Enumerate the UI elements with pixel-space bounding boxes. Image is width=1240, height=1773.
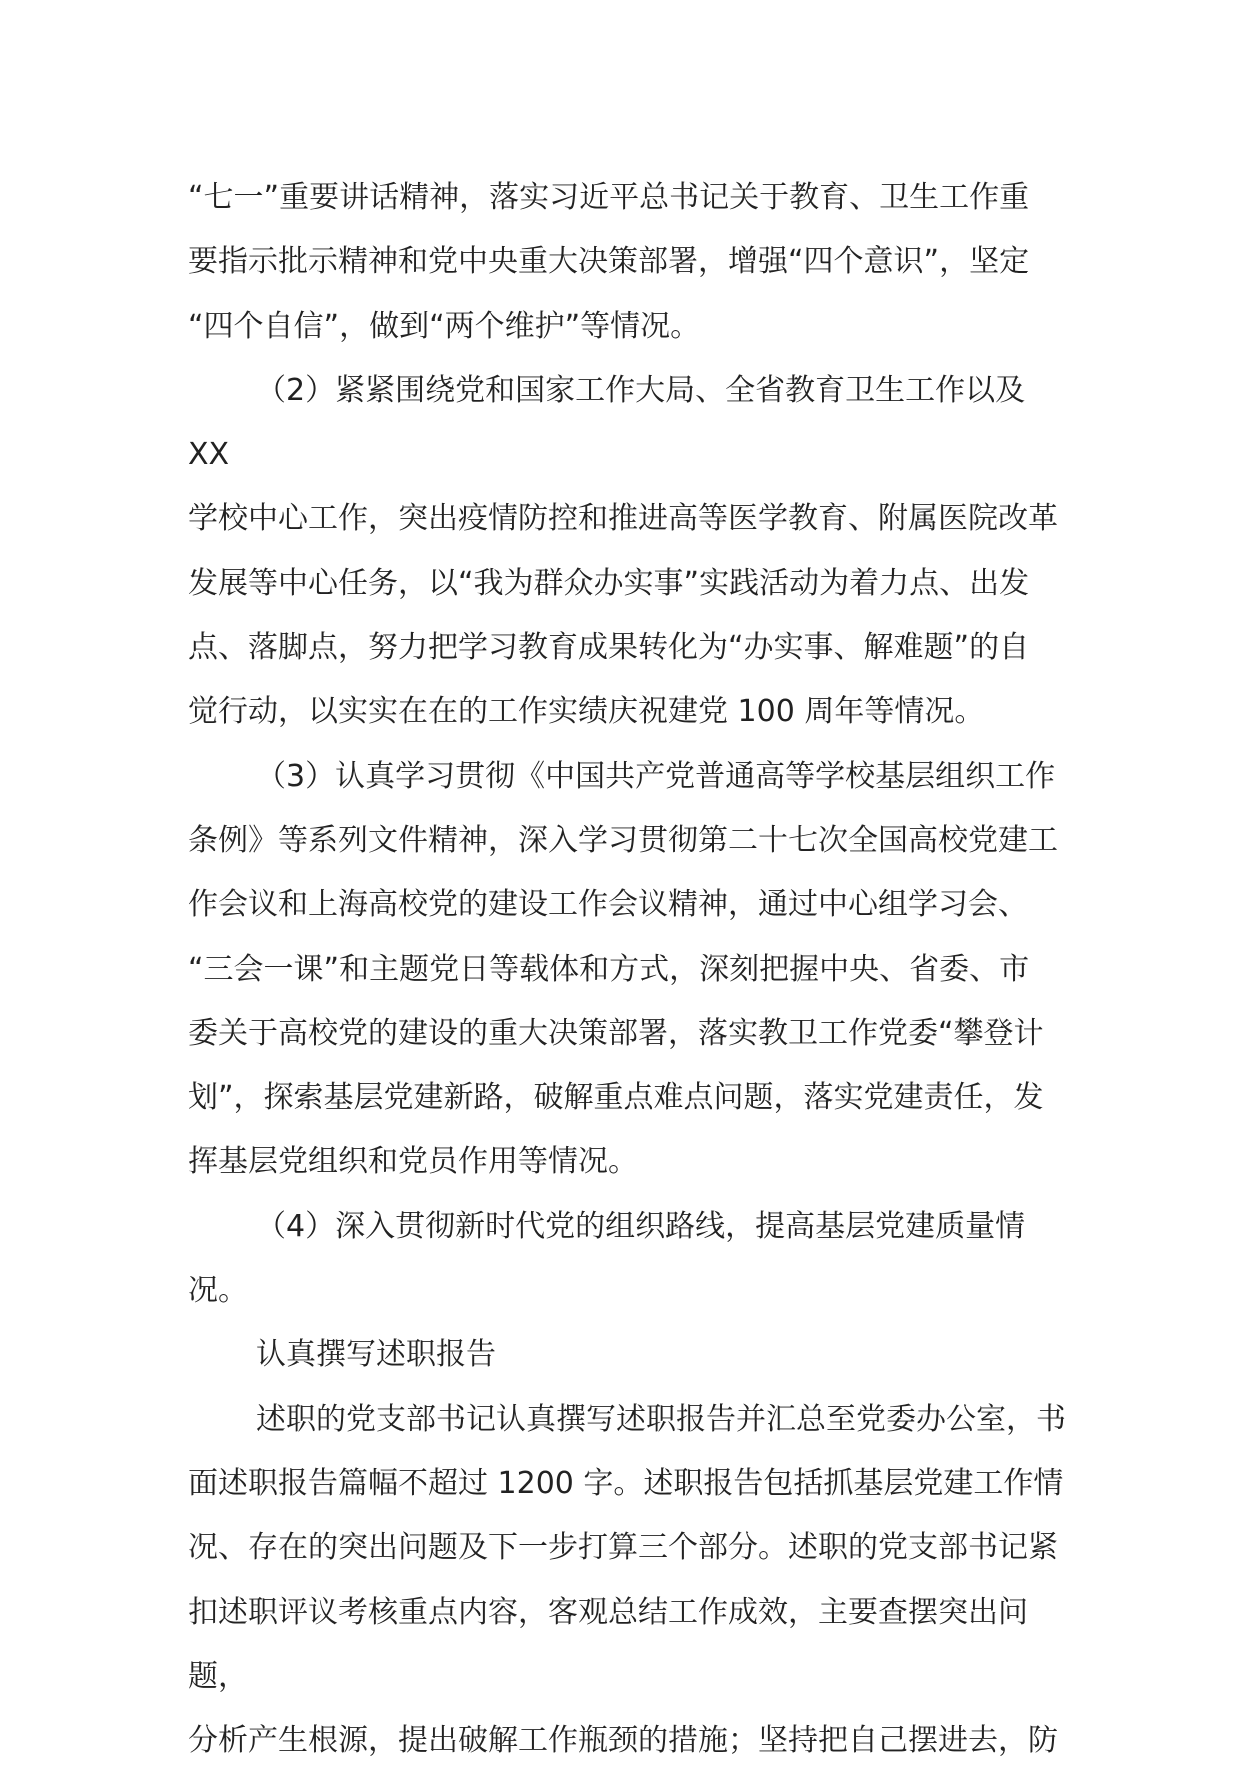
paragraph-item-3: （3）认真学习贯彻《中国共产党普通高等学校基层组织工作 条例》等系列文件精神，深入学习贯彻第二十七次全国高校党建工 作会议和上海高校党的建设工作会议精神，通过中心组学习会、 “三会一课”和主题党日等载体和方式，深刻把握中央、省委、市 委关于高校党的建设的重大决策部署，落实教卫工作党委“攀登计 划”，探索基层党建新路，破解重点难点问题，落实党建责任，发 挥基层党组织和党员作用等情况。 <box>188 758 1058 1180</box>
paragraph-continued-qiyi: “七一”重要讲话精神，落实习近平总书记关于教育、卫生工作重 要指示批示精神和党中央重大决策部署，增强“四个意识”，坚定 “四个自信”，做到“两个维护”等情况。 <box>188 180 1030 344</box>
paragraph-report-requirements: 述职的党支部书记认真撰写述职报告并汇总至党委办公室，书 面述职报告篇幅不超过 1200 字。述职报告包括抓基层党建工作情 况、存在的突出问题及下一步打算三个部分。述职的党支部书记紧 扣述职评议考核重点内容，客观总结工作成效，主要查摆突出问题， 分析产生根源，提出破解工作瓶颈的措施；坚持把自己摆进去，防 <box>188 1401 1066 1759</box>
paragraph-item-2: （2）紧紧围绕党和国家工作大局、全省教育卫生工作以及 XX 学校中心工作，突出疫情防控和推进高等医学教育、附属医院改革 发展等中心任务，以“我为群众办实事”实践活动为着力点、出发 点、落脚点，努力把学习教育成果转化为“办实事、解难题”的自 觉行动，以实实在在的工作实绩庆祝建党 100 周年等情况。 <box>188 372 1058 730</box>
section-heading-report: 认真撰写述职报告 <box>256 1337 496 1373</box>
paragraph-item-4: （4）深入贯彻新时代党的组织路线，提高基层党建质量情况。 <box>188 1208 1026 1309</box>
document-body <box>188 166 1068 1773</box>
